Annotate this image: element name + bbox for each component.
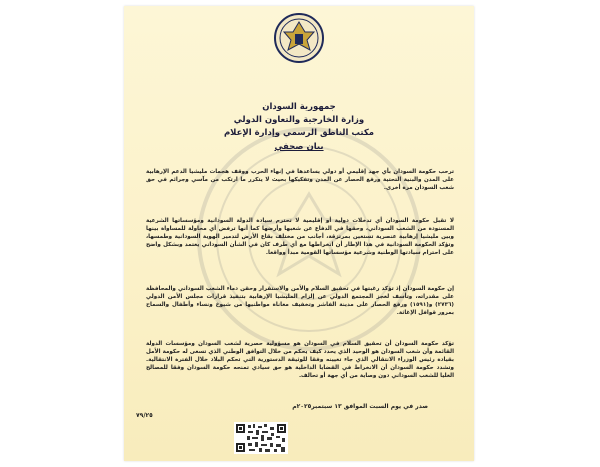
qr-code-icon bbox=[234, 422, 288, 454]
document-title: بيان صحفي bbox=[274, 142, 324, 152]
paragraph-1: ترحب حكومة السودان بأي جهد إقليمي أو دولي يساعدها في إنهاء الحرب ووقف هجمات مليشيا الدعم الإرهابية على المدن والبنية التحتية ورفع الحصار عن المدن وتفكيكها بحيث لا يتكرر ما ارتكب من مآسي وجرائم في حق شعب السودان مرة أخرى. bbox=[146, 168, 454, 191]
issue-date: صدر في يوم السبت الموافق ١٣ سبتمبر٢٠٢٥م bbox=[292, 403, 428, 410]
paragraph-2: لا تقبل حكومة السودان أي تدخلات دولية أو إقليمية لا تحترم سيادة الدولة السودانية ومؤسساتها الشرعية المسنودة من الشعب السوداني، وحقها في الدفاع عن شعبها وأرضها كما أنها ترفض أي محاولة للمساواة بينها وبين مليشيا إرهابية عنصرية تستعين بمرتزقة، أجانب من مختلف بقاع الأرض لتدمير الهوية السودانية وطمسها، وتؤكد الحكومة السودانية في هذا الإطار أن انخراطها مع أي طرف كان في الشأن السوداني يعتمد وبشكل واضح على احترام سيادتها الوطنية وشرعية مؤسساتها القومية مبدأ وواقعا. bbox=[146, 217, 454, 257]
paragraph-4: تؤكد حكومة السودان أن تحقيق السلام في السودان هو مسؤولية حصرية لشعب السودان ومؤسسات الدولة القائمة وأن شعب السودان هو الوحيد الذي يحدد كيف يحكم من خلال التوافق الوطني الذي تسعى له حكومة الأمل بقيادة رئيس الوزراء الانتقالي الذي جاء تعيينه وفقا للوثيقة الدستورية التي تحكم البلاد خلال الفترة الانتقالية. وتشدد حكومة السودان أن الانخراط في القضايا الداخلية هو حق سيادي تمنحه حكومة السودان وفقا للمصالح العليا للشعب السوداني دون وصاية من أي جهة أو تحالف. bbox=[146, 340, 454, 380]
press-release-page bbox=[124, 6, 474, 461]
reference-number: ٧٩/٢٥ bbox=[136, 412, 153, 419]
paragraph-3: إن حكومة السودان إذ تؤكد رغبتها في تحقيق السلام والأمن والاستقرار وحقن دماء الشعب السوداني والمحافظة على مقدراته، وتأسف لعجز المجتمع الدولي عن إلزام المليشيا الإرهابية بتنفيذ قرارات مجلس الأمن الدولي (٢٧٣٦) و(١٥٩١) ورفع الحصار على مدينة الفاشر وتخفيف معاناة مواطنيها من شيوخ ونساء وأطفال والسماح بمرور قوافل الإغاثة. bbox=[146, 285, 454, 317]
ministry-name: وزارة الخارجية والتعاون الدولي bbox=[233, 115, 365, 125]
country-name: جمهورية السودان bbox=[262, 102, 336, 112]
sudan-emblem-icon bbox=[274, 10, 324, 66]
office-name: مكتب الناطق الرسمي وإدارة الإعلام bbox=[223, 128, 375, 138]
